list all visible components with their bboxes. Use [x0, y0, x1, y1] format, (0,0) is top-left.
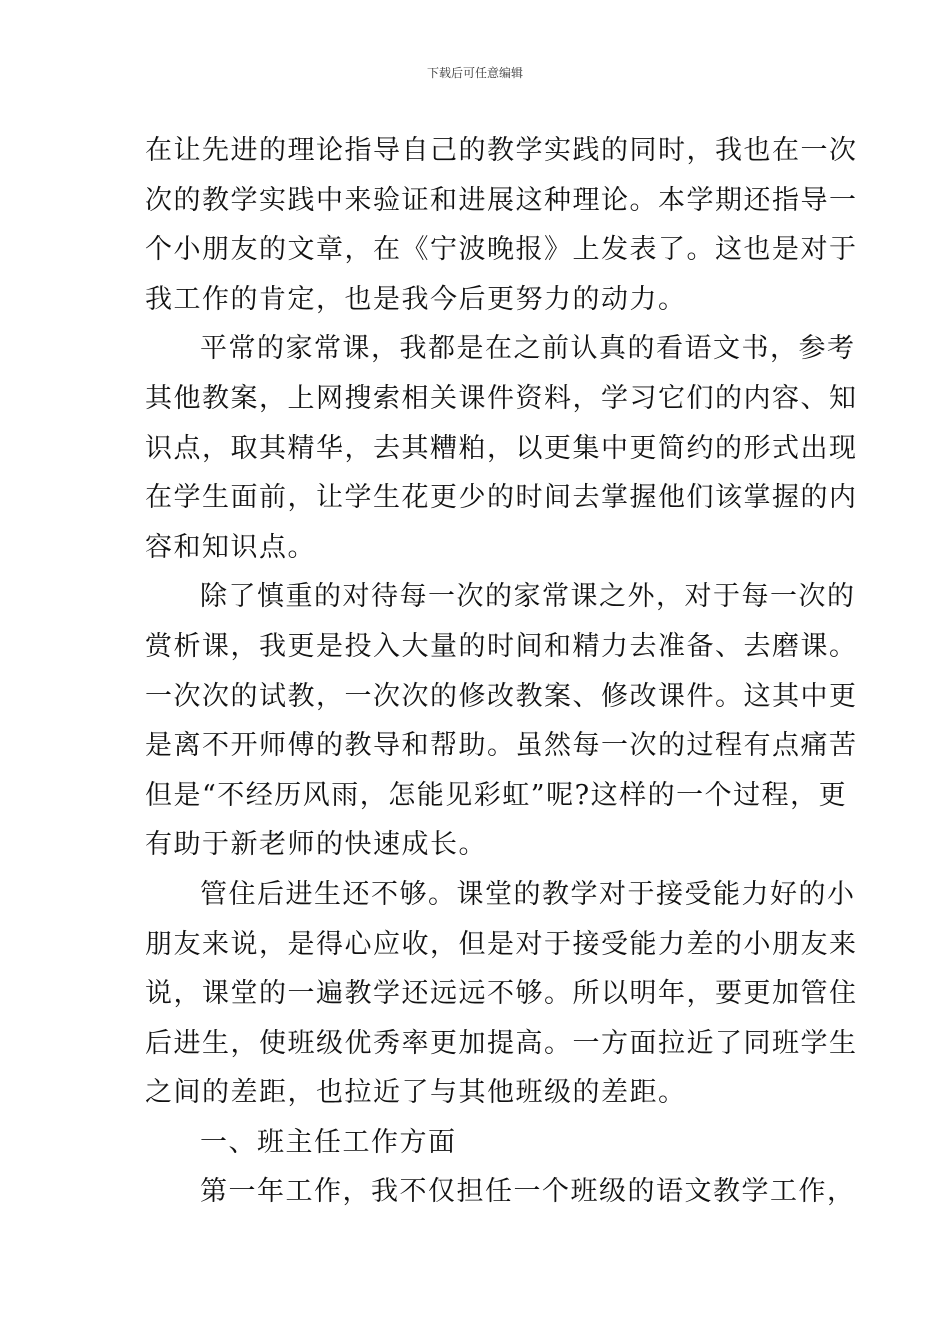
section-heading: 一、班主任工作方面	[200, 1126, 457, 1158]
text-line: 说，课堂的一遍教学还远远不够。所以明年，要更加管住	[145, 978, 858, 1010]
text-line: 容和知识点。	[145, 531, 316, 563]
text-line: 其他教案，上网搜索相关课件资料，学习它们的内容、知	[145, 382, 858, 414]
paragraph-start-line: 第一年工作，我不仅担任一个班级的语文教学工作，	[200, 1176, 856, 1208]
text-line: 赏析课，我更是投入大量的时间和精力去准备、去磨课。	[145, 630, 858, 662]
text-line: 个小朋友的文章，在《宁波晚报》上发表了。这也是对于	[145, 234, 858, 266]
text-line: 次的教学实践中来验证和进展这种理论。本学期还指导一	[145, 184, 858, 216]
paragraph-start-line: 平常的家常课，我都是在之前认真的看语文书，参考	[200, 333, 856, 365]
text-line: 在让先进的理论指导自己的教学实践的同时，我也在一次	[145, 135, 858, 166]
text-line: 之间的差距，也拉近了与其他班级的差距。	[145, 1077, 687, 1109]
text-line: 我工作的肯定，也是我今后更努力的动力。	[145, 283, 687, 315]
text-line: 后进生，使班级优秀率更加提高。一方面拉近了同班学生	[145, 1027, 858, 1059]
text-line: 在学生面前，让学生花更少的时间去掌握他们该掌握的内	[145, 482, 858, 514]
document-body	[145, 126, 858, 1217]
page-header-note: 下载后可任意编辑	[426, 66, 523, 80]
paragraph-start-line: 除了慎重的对待每一次的家常课之外，对于每一次的	[200, 581, 856, 613]
text-line: 一次次的试教，一次次的修改教案、修改课件。这其中更	[145, 680, 858, 712]
text-line: 是离不开师傅的教导和帮助。虽然每一次的过程有点痛苦	[145, 730, 858, 762]
text-line: 朋友来说，是得心应收，但是对于接受能力差的小朋友来	[145, 928, 858, 960]
text-line: 有助于新老师的快速成长。	[145, 829, 487, 861]
paragraph-start-line: 管住后进生还不够。课堂的教学对于接受能力好的小	[200, 878, 856, 910]
text-line: 识点，取其精华，去其糟粕，以更集中更简约的形式出现	[145, 432, 858, 464]
text-line: 但是“不经历风雨，怎能见彩虹”呢?这样的一个过程，更	[145, 779, 848, 811]
